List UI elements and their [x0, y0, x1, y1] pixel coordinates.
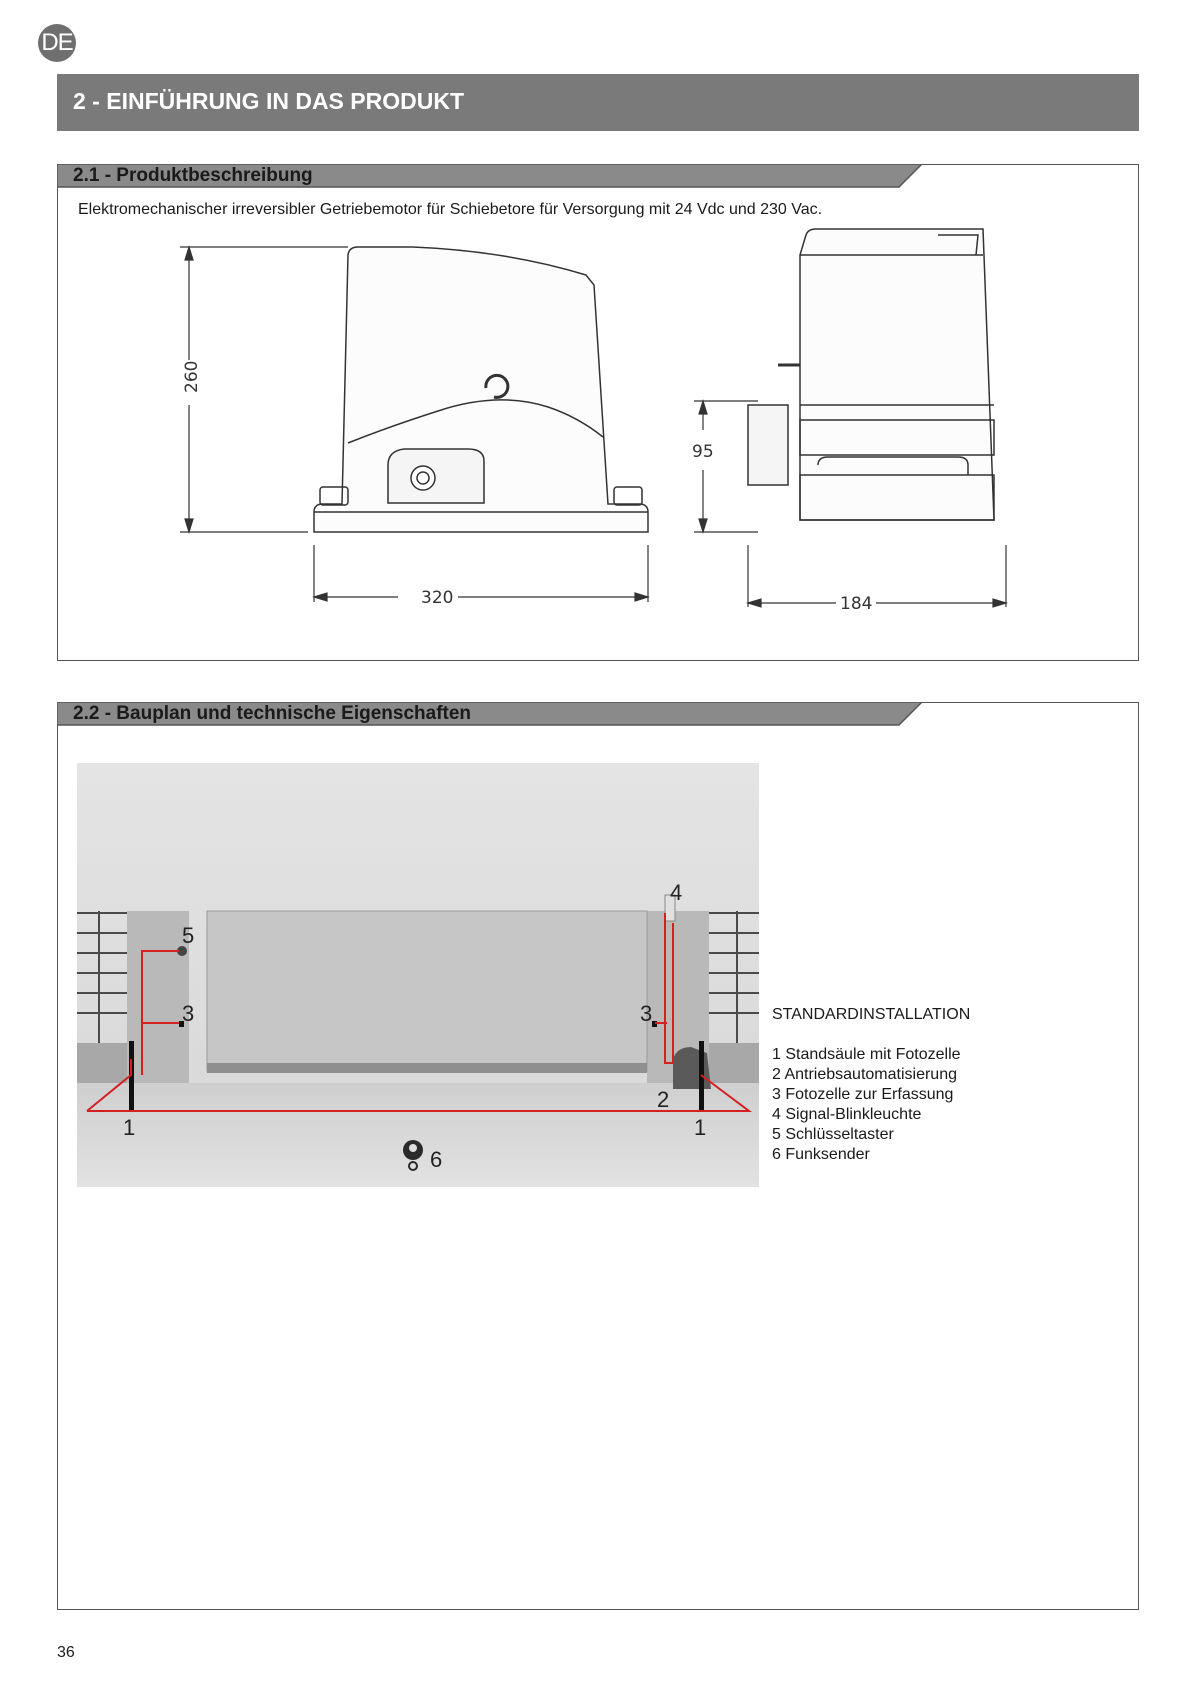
dimension-height-label: 260	[182, 360, 202, 393]
callout-4: 4	[670, 880, 683, 905]
callout-3-right: 3	[640, 1001, 653, 1026]
legend-heading: STANDARDINSTALLATION	[772, 1006, 971, 1023]
chapter-title: 2 - EINFÜHRUNG IN DAS PRODUKT	[73, 88, 465, 114]
motor-dimension-drawing	[58, 165, 1138, 660]
callout-1-right: 1	[694, 1115, 707, 1140]
callout-5: 5	[182, 923, 195, 948]
dimension-depth	[748, 545, 1006, 607]
section-layout-technical	[57, 702, 1139, 1610]
legend-item: 1 Standsäule mit Fotozelle	[772, 1046, 961, 1063]
installation-legend	[772, 1005, 970, 1165]
legend-list	[772, 1045, 970, 1165]
callout-6: 6	[430, 1147, 443, 1172]
section-title: 2.1 - Produktbeschreibung	[73, 165, 313, 186]
dimension-width	[314, 545, 648, 602]
installation-diagram	[77, 763, 759, 1187]
dimension-base-height-label: 95	[692, 442, 714, 462]
dimension-depth-label: 184	[840, 594, 873, 614]
legend-item: 5 Schlüsseltaster	[772, 1126, 894, 1143]
page-number: 36	[57, 1644, 75, 1661]
motor-side-view	[748, 229, 994, 520]
product-description-text: Elektromechanischer irreversibler Getriebemotor für Schiebetore für Versorgung mit 24 Vdc und 230 Vac.	[78, 201, 823, 218]
dimension-height	[180, 247, 348, 532]
gate-motor	[673, 1047, 711, 1089]
callout-1-left: 1	[123, 1115, 136, 1140]
callout-2: 2	[657, 1087, 670, 1112]
section-title: 2.2 - Bauplan und technische Eigenschaften	[73, 703, 472, 724]
wall-left	[77, 1043, 127, 1083]
chapter-header	[57, 74, 1139, 131]
legend-item: 4 Signal-Blinkleuchte	[772, 1106, 922, 1123]
section-tab	[57, 702, 922, 726]
callout-3-left: 3	[182, 1001, 195, 1026]
section-product-description	[57, 164, 1139, 661]
language-badge: DE	[38, 24, 76, 62]
dimension-width-label: 320	[421, 588, 454, 608]
legend-item: 2 Antriebsautomatisierung	[772, 1066, 957, 1083]
gate-rack	[207, 1063, 647, 1073]
pillar-left	[127, 911, 189, 1083]
wall-right	[709, 1043, 759, 1083]
sliding-gate	[207, 911, 647, 1071]
motor-front-view	[314, 247, 648, 532]
legend-item: 6 Funksender	[772, 1146, 870, 1163]
legend-item: 3 Fotozelle zur Erfassung	[772, 1086, 954, 1103]
